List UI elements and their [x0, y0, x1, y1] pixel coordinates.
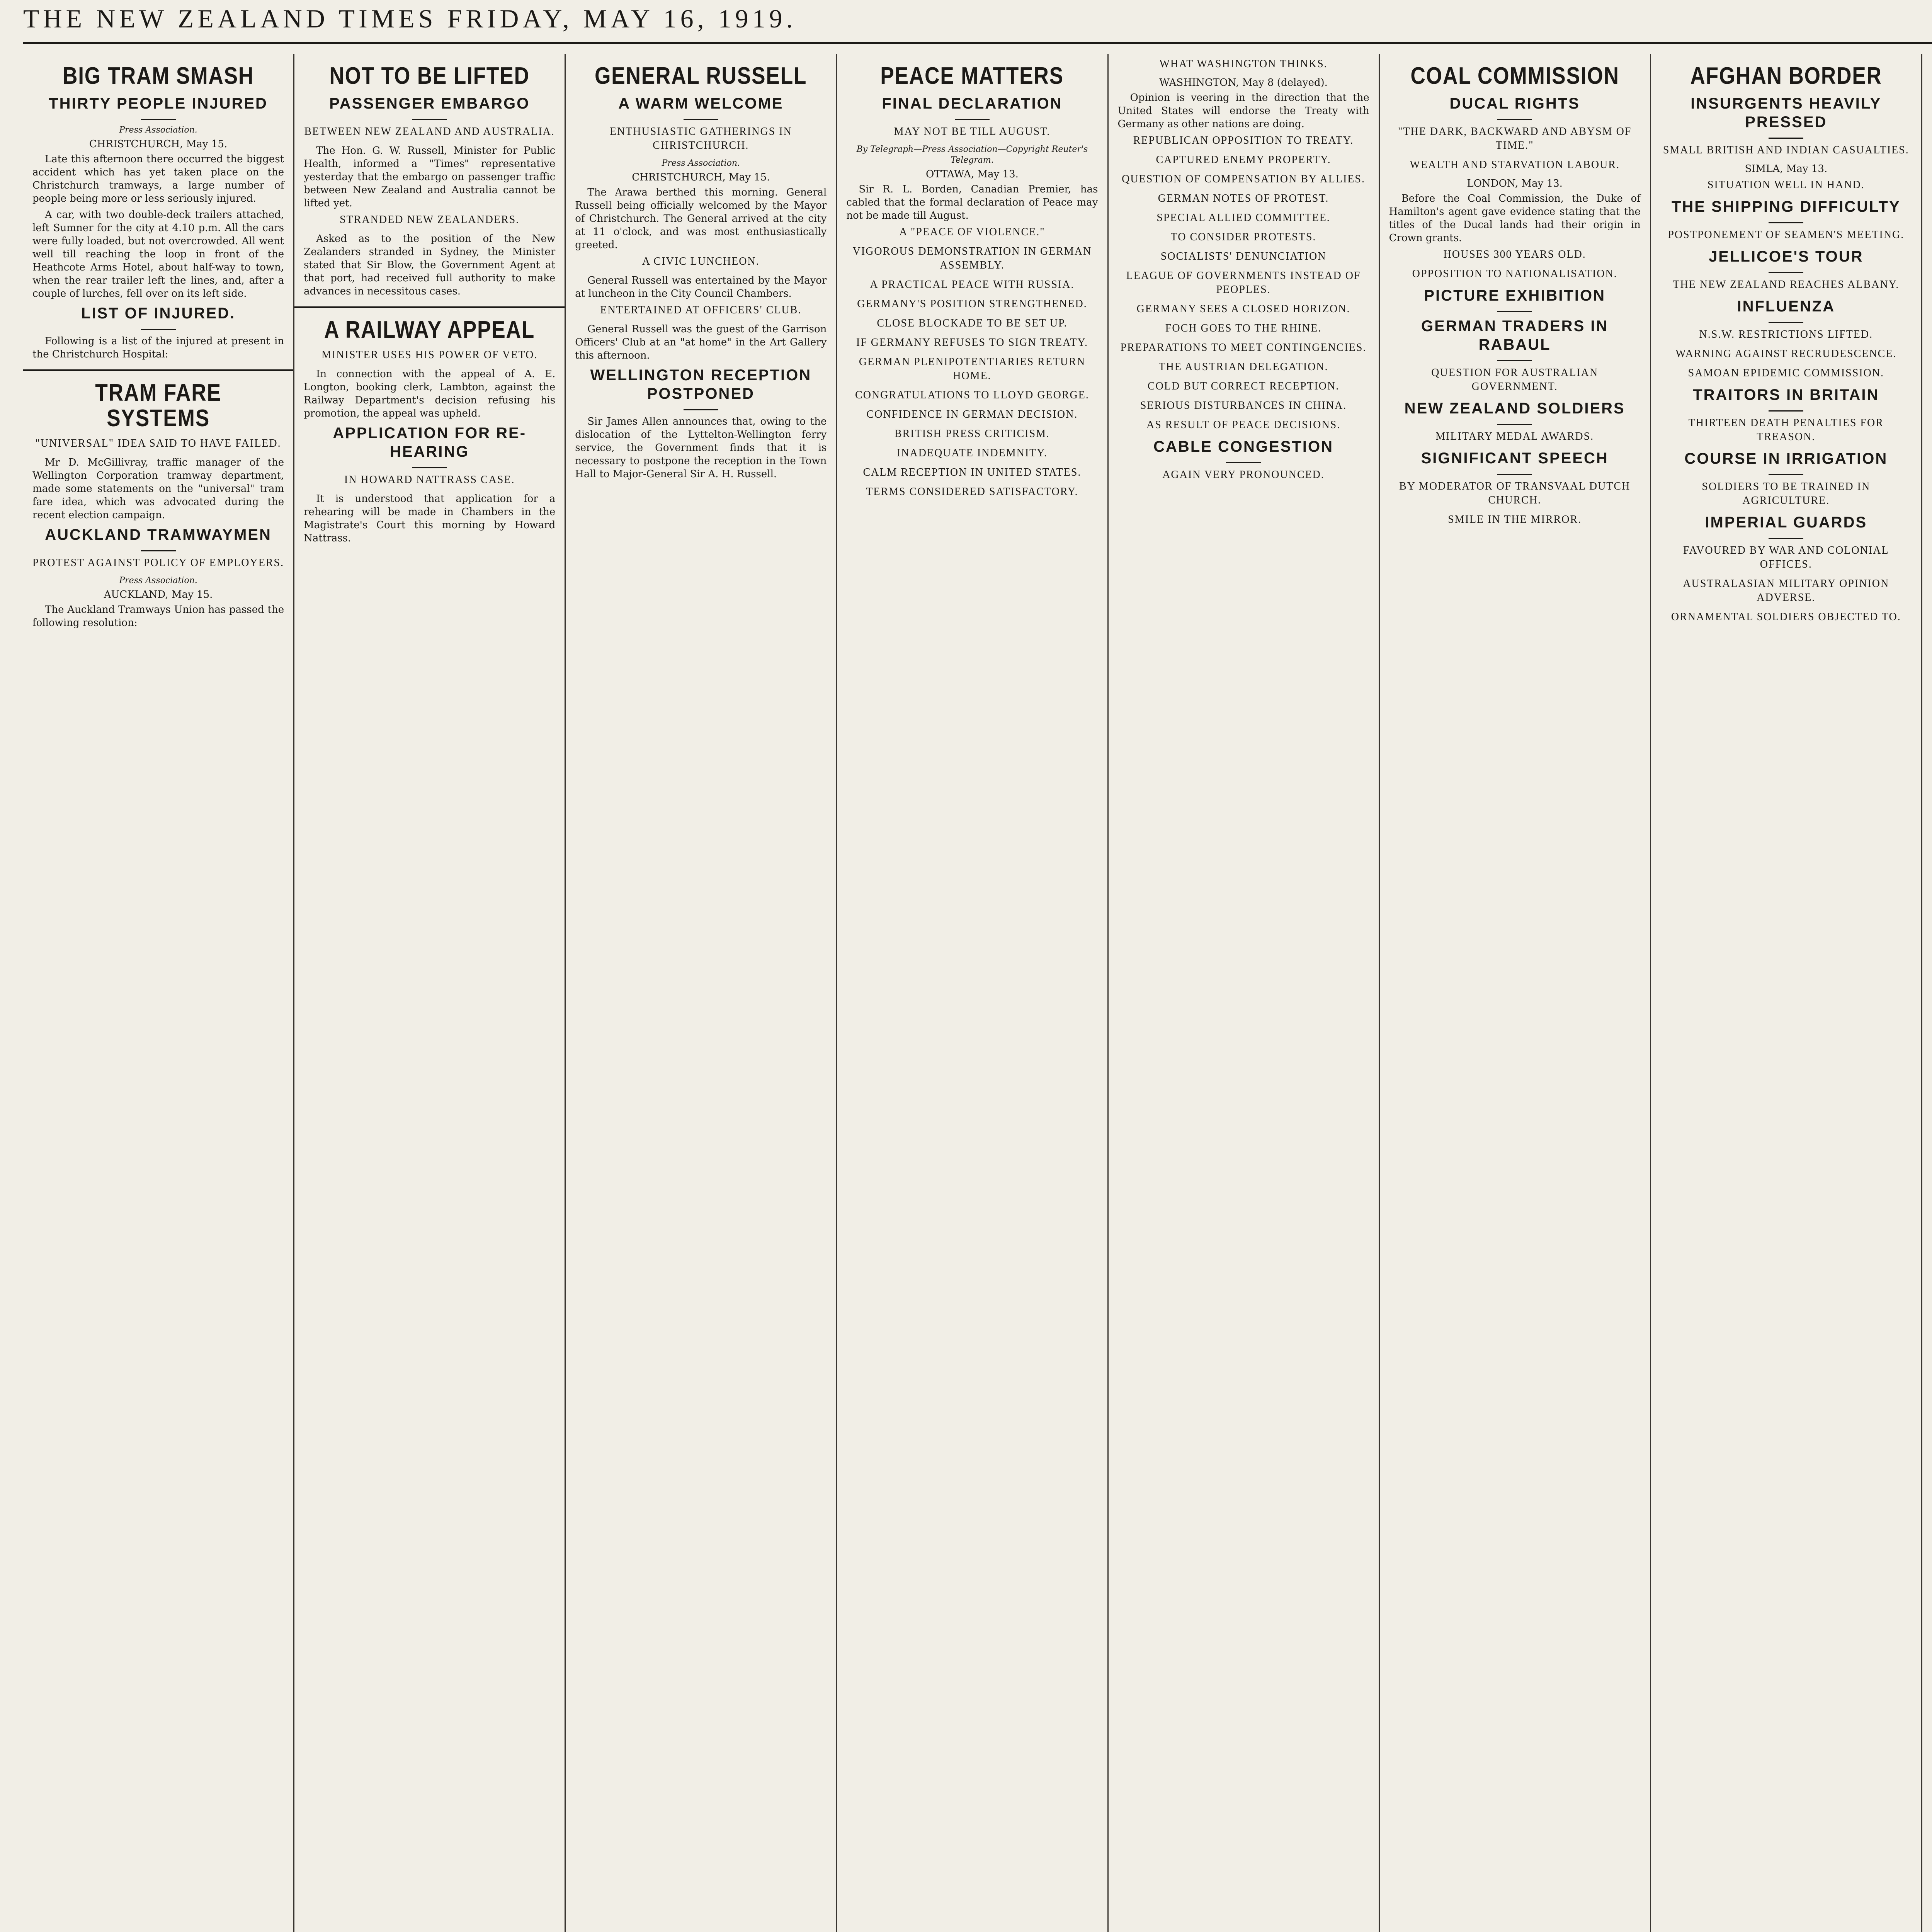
- subheadline: THE SHIPPING DIFFICULTY: [1671, 198, 1901, 215]
- subheadline: WELLINGTON RECEPTION POSTPONED: [590, 367, 812, 402]
- section-heading: BRITISH PRESS CRITICISM.: [894, 428, 1050, 440]
- subheadline: INFLUENZA: [1737, 298, 1835, 315]
- subheadline: IMPERIAL GUARDS: [1705, 514, 1867, 531]
- masthead: [23, 0, 1932, 37]
- heading-rule: [1497, 360, 1532, 361]
- section-heading: PROTEST AGAINST POLICY OF EMPLOYERS.: [32, 557, 284, 569]
- section-heading: THIRTEEN DEATH PENALTIES FOR TREASON.: [1688, 417, 1884, 443]
- paragraph: The Arawa berthed this morning. General Russell being officially welcomed by the Mayor of Christchurch. The General arrived at the city at 11 o'clock, and was most enthusiastically greeted.: [575, 187, 827, 251]
- newspaper-columns: [23, 54, 1932, 1932]
- dateline: WASHINGTON, May 8 (delayed).: [1159, 77, 1328, 88]
- heading-rule: [1769, 138, 1803, 139]
- section-heading: IF GERMANY REFUSES TO SIGN TREATY.: [856, 337, 1088, 349]
- subheadline: DUCAL RIGHTS: [1449, 95, 1580, 112]
- credit-line: By Telegraph—Press Association—Copyright Reuter's Telegram.: [856, 145, 1088, 165]
- section-heading: ORNAMENTAL SOLDIERS OBJECTED TO.: [1671, 611, 1901, 623]
- paragraph: A car, with two double-deck trailers attached, left Sumner for the city at 4.10 p.m. All the cars were fully loaded, but not overcrowded. All went well till reaching the loop in front of the Heathcote Arms Hotel, about half-way to town, when the rear trailer left the lines, and, after a couple of lurches, fell over on its left side.: [32, 209, 284, 299]
- dateline: AUCKLAND, May 15.: [104, 589, 213, 600]
- section-heading: MILITARY MEDAL AWARDS.: [1435, 430, 1594, 442]
- heading-rule: [141, 329, 176, 330]
- column-1: [23, 54, 294, 1932]
- heading-rule: [412, 467, 447, 468]
- paragraph: Sir R. L. Borden, Canadian Premier, has cabled that the formal declaration of Peace may not be made till August.: [846, 184, 1098, 221]
- paragraph: Late this afternoon there occurred the biggest accident which has yet taken place on the Christchurch tramways, a large number of people being more or less seriously injured.: [32, 153, 284, 204]
- section-heading: VIGOROUS DEMONSTRATION IN GERMAN ASSEMBLY.: [852, 245, 1092, 271]
- section-heading: LEAGUE OF GOVERNMENTS INSTEAD OF PEOPLES.: [1126, 270, 1361, 296]
- heading-rule: [1769, 474, 1803, 475]
- subheadline: NEW ZEALAND SOLDIERS: [1404, 400, 1625, 417]
- article-separator: [23, 369, 293, 371]
- section-heading: CONFIDENCE IN GERMAN DECISION.: [866, 408, 1078, 420]
- heading-rule: [1226, 462, 1261, 463]
- heading-rule: [955, 119, 990, 120]
- heading-rule: [684, 409, 718, 410]
- section-heading: A CIVIC LUNCHEON.: [642, 255, 760, 267]
- column-8: [1922, 54, 1932, 1932]
- section-heading: IN HOWARD NATTRASS CASE.: [344, 474, 515, 486]
- headline: COAL COMMISSION: [1410, 63, 1619, 89]
- section-heading: AS RESULT OF PEACE DECISIONS.: [1146, 419, 1341, 431]
- section-heading: GERMAN NOTES OF PROTEST.: [1158, 192, 1329, 204]
- headline: A RAILWAY APPEAL: [324, 316, 535, 343]
- paragraph: Asked as to the position of the New Zealanders stranded in Sydney, the Minister stated that Sir Blow, the Government Agent at that port, had received full authority to make advances in necessitous cases.: [304, 233, 556, 297]
- section-heading: ENTERTAINED AT OFFICERS' CLUB.: [600, 304, 802, 316]
- section-heading: SOCIALISTS' DENUNCIATION: [1160, 250, 1327, 262]
- heading-rule: [1769, 322, 1803, 323]
- column-5: [1109, 54, 1380, 1932]
- subheadline: TRAITORS IN BRITAIN: [1693, 386, 1879, 403]
- subheadline: FINAL DECLARATION: [882, 95, 1063, 112]
- section-heading: HOUSES 300 YEARS OLD.: [1443, 248, 1586, 260]
- heading-rule: [1497, 311, 1532, 312]
- dateline: OTTAWA, May 13.: [925, 168, 1019, 180]
- section-heading: "THE DARK, BACKWARD AND ABYSM OF TIME.": [1398, 126, 1632, 151]
- section-heading: GERMANY'S POSITION STRENGTHENED.: [857, 298, 1087, 310]
- section-heading: SMALL BRITISH AND INDIAN CASUALTIES.: [1663, 144, 1909, 156]
- section-heading: N.S.W. RESTRICTIONS LIFTED.: [1699, 328, 1873, 340]
- paragraph: General Russell was entertained by the Mayor at luncheon in the City Council Chambers.: [575, 275, 827, 299]
- column-2: [294, 54, 566, 1932]
- heading-rule: [1769, 538, 1803, 539]
- paragraph: In connection with the appeal of A. E. Longton, booking clerk, Lambton, against the Railway Department's decision refusing his promotion, the appeal was upheld.: [304, 368, 556, 419]
- paragraph: Following is a list of the injured at present in the Christchurch Hospital:: [32, 335, 284, 360]
- heading-rule: [684, 119, 718, 120]
- column-6: [1380, 54, 1651, 1932]
- credit-line: Press Association.: [662, 158, 740, 168]
- section-heading: CLOSE BLOCKADE TO BE SET UP.: [877, 317, 1068, 329]
- section-heading: POSTPONEMENT OF SEAMEN'S MEETING.: [1668, 229, 1905, 241]
- headline: GENERAL RUSSELL: [595, 63, 807, 89]
- section-heading: QUESTION FOR AUSTRALIAN GOVERNMENT.: [1431, 367, 1599, 393]
- section-heading: MAY NOT BE TILL AUGUST.: [894, 126, 1051, 138]
- subheadline: PICTURE EXHIBITION: [1424, 287, 1605, 304]
- heading-rule: [141, 119, 176, 120]
- section-heading: THE AUSTRIAN DELEGATION.: [1158, 361, 1328, 373]
- section-heading: "UNIVERSAL" IDEA SAID TO HAVE FAILED.: [35, 437, 281, 449]
- section-heading: OPPOSITION TO NATIONALISATION.: [1412, 268, 1617, 280]
- section-heading: BY MODERATOR OF TRANSVAAL DUTCH CHURCH.: [1399, 480, 1631, 506]
- subheadline: INSURGENTS HEAVILY PRESSED: [1690, 95, 1882, 131]
- paragraph: Before the Coal Commission, the Duke of Hamilton's agent gave evidence stating that the titles of the Ducal lands had their origin in Crown grants.: [1389, 193, 1641, 244]
- dateline: CHRISTCHURCH, May 15.: [632, 172, 770, 183]
- column-3: [566, 54, 837, 1932]
- paragraph: The Auckland Tramways Union has passed the following resolution:: [32, 604, 284, 629]
- section-heading: QUESTION OF COMPENSATION BY ALLIES.: [1122, 173, 1365, 185]
- section-heading: SAMOAN EPIDEMIC COMMISSION.: [1688, 367, 1884, 379]
- dateline: SIMLA, May 13.: [1745, 163, 1828, 175]
- paragraph: It is understood that application for a rehearing will be made in Chambers in the Magistrate's Court this morning by Howard Nattrass.: [304, 493, 556, 544]
- section-heading: WHAT WASHINGTON THINKS.: [1159, 58, 1328, 70]
- heading-rule: [1769, 272, 1803, 273]
- newspaper-title: THE NEW ZEALAND TIMES FRIDAY, MAY 16, 1919.: [23, 3, 797, 33]
- section-heading: GERMANY SEES A CLOSED HORIZON.: [1136, 303, 1350, 315]
- section-heading: A "PEACE OF VIOLENCE.": [899, 226, 1045, 238]
- section-heading: AUSTRALASIAN MILITARY OPINION ADVERSE.: [1683, 578, 1889, 604]
- section-heading: A PRACTICAL PEACE WITH RUSSIA.: [870, 279, 1075, 291]
- section-heading: SERIOUS DISTURBANCES IN CHINA.: [1140, 400, 1347, 412]
- section-heading: TERMS CONSIDERED SATISFACTORY.: [866, 486, 1078, 498]
- subheadline: LIST OF INJURED.: [81, 305, 236, 322]
- headline: TRAM FARE SYSTEMS: [95, 379, 221, 432]
- section-heading: WARNING AGAINST RECRUDESCENCE.: [1675, 348, 1897, 360]
- subheadline: CABLE CONGESTION: [1153, 438, 1333, 455]
- heading-rule: [141, 550, 176, 551]
- section-heading: CALM RECEPTION IN UNITED STATES.: [863, 466, 1082, 478]
- section-heading: STRANDED NEW ZEALANDERS.: [340, 214, 520, 226]
- subheadline: THIRTY PEOPLE INJURED: [49, 95, 268, 112]
- heading-rule: [1497, 474, 1532, 475]
- subheadline: SIGNIFICANT SPEECH: [1421, 450, 1609, 467]
- dateline: CHRISTCHURCH, May 15.: [89, 138, 228, 150]
- credit-line: Press Association.: [119, 125, 197, 135]
- section-heading: FAVOURED BY WAR AND COLONIAL OFFICES.: [1683, 544, 1889, 570]
- headline: NOT TO BE LIFTED: [329, 63, 530, 89]
- section-heading: INADEQUATE INDEMNITY.: [896, 447, 1048, 459]
- paragraph: Mr D. McGillivray, traffic manager of the Wellington Corporation tramway department, made some statements on the "universal" tram fare idea, which was advocated during the recent election campaign.: [32, 457, 284, 521]
- subheadline: JELLICOE'S TOUR: [1709, 248, 1864, 265]
- section-heading: AGAIN VERY PRONOUNCED.: [1162, 469, 1325, 481]
- paragraph: Opinion is veering in the direction that the United States will endorse the Treaty with Germany as other nations are doing.: [1117, 92, 1369, 130]
- heading-rule: [1769, 410, 1803, 412]
- subheadline: APPLICATION FOR RE-HEARING: [333, 425, 527, 460]
- masthead-rule: [23, 42, 1932, 44]
- section-heading: SMILE IN THE MIRROR.: [1448, 514, 1582, 526]
- paragraph: The Hon. G. W. Russell, Minister for Public Health, informed a "Times" representative yesterday that the embargo on passenger traffic between New Zealand and Australia cannot be lifted yet.: [304, 145, 556, 209]
- section-heading: BETWEEN NEW ZEALAND AND AUSTRALIA.: [304, 126, 555, 138]
- subheadline: COURSE IN IRRIGATION: [1684, 450, 1888, 467]
- section-heading: SPECIAL ALLIED COMMITTEE.: [1156, 212, 1330, 224]
- section-heading: COLD BUT CORRECT RECEPTION.: [1147, 380, 1340, 392]
- subheadline: A WARM WELCOME: [618, 95, 784, 112]
- article-separator: [294, 306, 565, 308]
- paragraph: Sir James Allen announces that, owing to the dislocation of the Lyttelton-Wellington ferry service, the Government finds that it is necessary to postpone the reception in the Town Hall to Major-General Sir A. H. Russell.: [575, 416, 827, 480]
- subheadline: GERMAN TRADERS IN RABAUL: [1421, 318, 1609, 353]
- headline: AFGHAN BORDER: [1690, 63, 1882, 89]
- headline: PEACE MATTERS: [880, 63, 1064, 89]
- headline: BIG TRAM SMASH: [63, 63, 254, 89]
- subheadline: AUCKLAND TRAMWAYMEN: [45, 526, 272, 543]
- section-heading: REPUBLICAN OPPOSITION TO TREATY.: [1133, 134, 1354, 146]
- section-heading: SOLDIERS TO BE TRAINED IN AGRICULTURE.: [1702, 481, 1871, 507]
- column-7: [1651, 54, 1922, 1932]
- paragraph: General Russell was the guest of the Garrison Officers' Club at an "at home" in the Art Gallery this afternoon.: [575, 323, 827, 361]
- section-heading: ENTHUSIASTIC GATHERINGS IN CHRISTCHURCH.: [609, 126, 792, 151]
- section-heading: WEALTH AND STARVATION LABOUR.: [1410, 159, 1620, 171]
- section-heading: CONGRATULATIONS TO LLOYD GEORGE.: [855, 389, 1089, 401]
- heading-rule: [1497, 119, 1532, 120]
- section-heading: CAPTURED ENEMY PROPERTY.: [1156, 154, 1331, 166]
- section-heading: GERMAN PLENIPOTENTIARIES RETURN HOME.: [859, 356, 1086, 382]
- section-heading: THE NEW ZEALAND REACHES ALBANY.: [1673, 279, 1900, 291]
- dateline: LONDON, May 13.: [1467, 178, 1563, 189]
- column-4: [837, 54, 1108, 1932]
- subheadline: PASSENGER EMBARGO: [329, 95, 530, 112]
- credit-line: Press Association.: [119, 576, 197, 585]
- heading-rule: [412, 119, 447, 120]
- section-heading: SITUATION WELL IN HAND.: [1707, 179, 1865, 191]
- section-heading: MINISTER USES HIS POWER OF VETO.: [321, 349, 538, 361]
- section-heading: PREPARATIONS TO MEET CONTINGENCIES.: [1120, 342, 1367, 354]
- section-heading: FOCH GOES TO THE RHINE.: [1165, 322, 1322, 334]
- section-heading: TO CONSIDER PROTESTS.: [1170, 231, 1316, 243]
- heading-rule: [1769, 222, 1803, 223]
- heading-rule: [1497, 424, 1532, 425]
